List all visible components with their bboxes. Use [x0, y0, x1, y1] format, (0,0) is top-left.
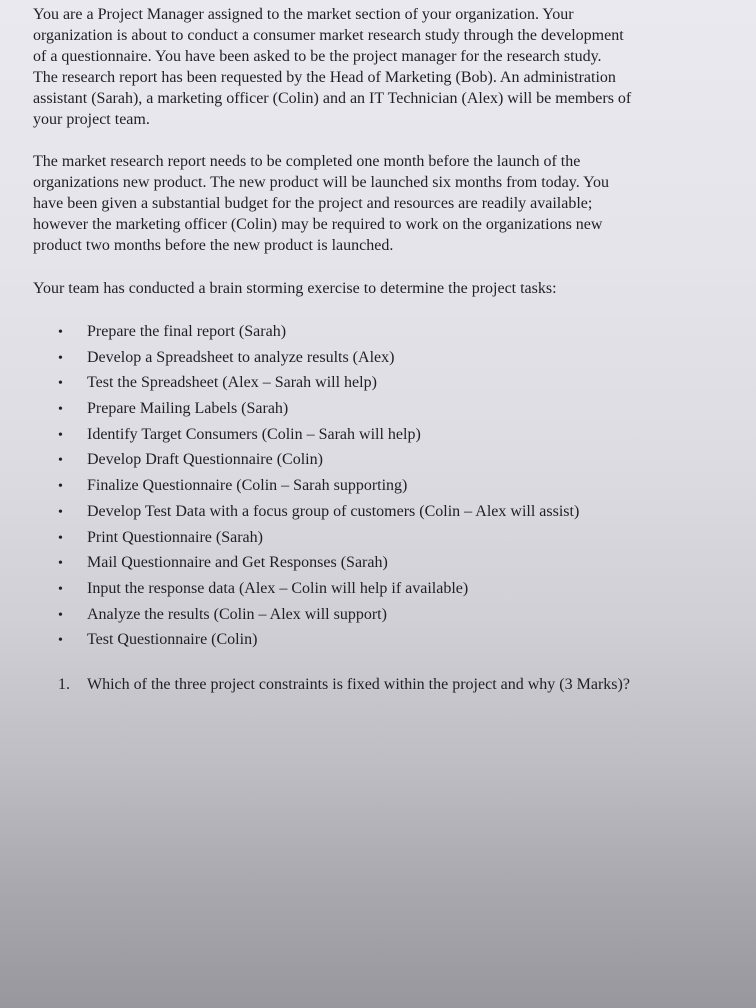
task-text: Finalize Questionnaire (Colin – Sarah supporting)	[87, 477, 408, 495]
list-item	[58, 319, 579, 345]
bullet-icon: •	[58, 453, 63, 469]
list-item	[58, 345, 579, 371]
question-text: Which of the three project constraints is fixed within the project and why (3 Marks)?	[87, 676, 630, 693]
list-item	[58, 602, 579, 628]
bullet-icon: •	[58, 427, 63, 443]
paragraph-line: The market research report needs to be completed one month before the launch of the	[33, 153, 581, 170]
paragraph-line: assistant (Sarah), a marketing officer (Colin) and an IT Technician (Alex) will be members of	[33, 90, 632, 107]
list-item	[58, 422, 579, 448]
paragraph-line: The research report has been requested by the Head of Marketing (Bob). An administration	[33, 69, 616, 86]
list-item	[58, 396, 579, 422]
list-item	[58, 525, 579, 551]
paragraph-line: You are a Project Manager assigned to the market section of your organization. Your	[33, 6, 574, 23]
bullet-icon: •	[58, 581, 63, 597]
paragraph-line: have been given a substantial budget for the project and resources are readily available;	[33, 195, 593, 212]
bullet-icon: •	[58, 479, 63, 495]
bullet-icon: •	[58, 530, 63, 546]
paragraph-line: your project team.	[33, 111, 150, 128]
bullet-icon: •	[58, 325, 63, 340]
task-text: Prepare Mailing Labels (Sarah)	[87, 400, 289, 418]
bullet-icon: •	[58, 376, 63, 392]
task-text: Develop a Spreadsheet to analyze results (Alex)	[87, 348, 395, 366]
task-text: Analyze the results (Colin – Alex will support)	[87, 605, 387, 623]
task-text: Prepare the final report (Sarah)	[87, 323, 287, 340]
question-1	[58, 674, 630, 696]
intro-paragraph	[33, 4, 733, 130]
bullet-icon: •	[58, 402, 63, 418]
task-list	[58, 319, 579, 653]
paragraph-line: Your team has conducted a brain storming exercise to determine the project tasks:	[33, 280, 557, 297]
list-item	[58, 447, 579, 473]
list-item	[58, 473, 579, 499]
question-number: 1.	[58, 676, 70, 693]
list-item	[58, 550, 579, 576]
bullet-icon: •	[58, 350, 63, 366]
list-item	[58, 627, 579, 653]
task-text: Mail Questionnaire and Get Responses (Sarah)	[87, 554, 388, 572]
list-item	[58, 499, 579, 525]
context-paragraph	[33, 151, 733, 256]
bullet-icon: •	[58, 556, 63, 572]
list-item	[58, 576, 579, 602]
paragraph-line: of a questionnaire. You have been asked to be the project manager for the research study.	[33, 48, 602, 65]
task-text: Test Questionnaire (Colin)	[87, 631, 258, 649]
task-text: Develop Test Data with a focus group of customers (Colin – Alex will assist)	[87, 502, 580, 520]
task-text: Input the response data (Alex – Colin will help if available)	[87, 579, 469, 597]
list-item	[58, 370, 579, 396]
bullet-icon: •	[58, 504, 63, 520]
paragraph-line: however the marketing officer (Colin) may be required to work on the organizations new	[33, 216, 603, 233]
paragraph-line: organizations new product. The new product will be launched six months from today. You	[33, 174, 610, 191]
bullet-icon: •	[58, 633, 63, 649]
task-text: Develop Draft Questionnaire (Colin)	[87, 451, 323, 469]
paragraph-line: organization is about to conduct a consumer market research study through the development	[33, 27, 624, 44]
paragraph-line: product two months before the new product is launched.	[33, 237, 394, 254]
task-text: Print Questionnaire (Sarah)	[87, 528, 263, 546]
bullet-icon: •	[58, 607, 63, 623]
tasks-intro	[33, 278, 733, 299]
task-text: Test the Spreadsheet (Alex – Sarah will help)	[87, 374, 377, 392]
task-text: Identify Target Consumers (Colin – Sarah will help)	[87, 425, 421, 443]
